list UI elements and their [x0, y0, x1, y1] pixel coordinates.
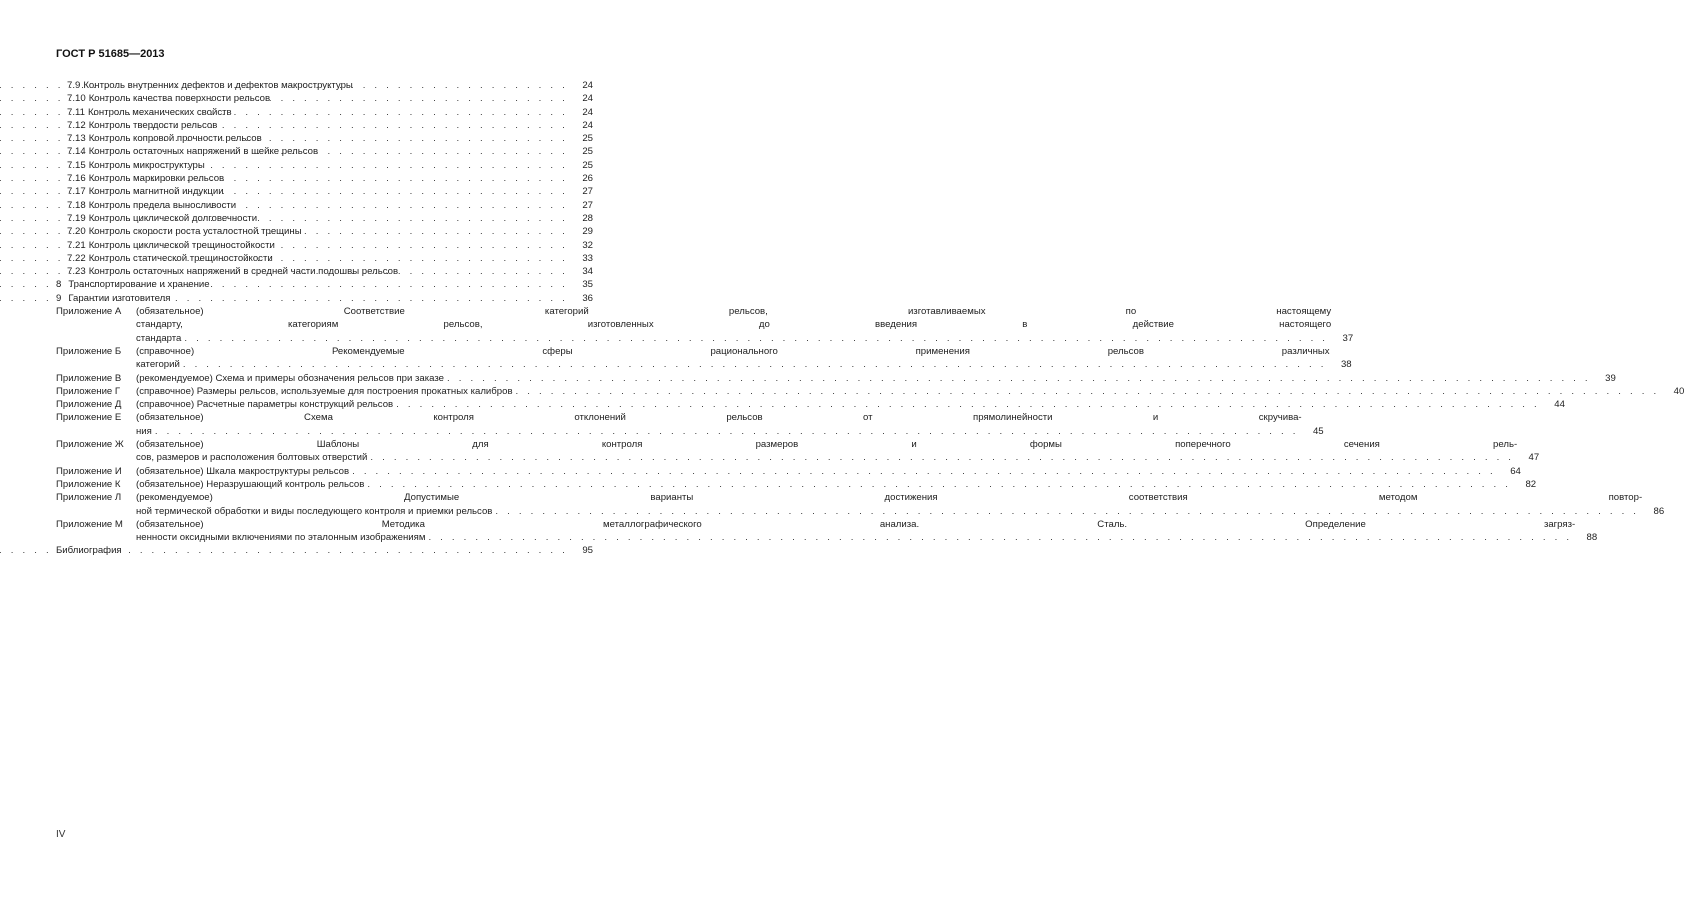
toc-leader-dots [321, 145, 568, 158]
toc-entry-page: 33 [582, 252, 593, 264]
toc-entry-number: 7.17 [67, 186, 86, 198]
toc-entry-number: 7.23 [67, 266, 86, 278]
appendix-line [136, 358, 1352, 371]
toc-entry-title: Контроль внутренних дефектов и дефектов макроструктуры [83, 80, 353, 91]
appendix-page: 39 [1605, 372, 1616, 384]
toc-leader-dots [260, 212, 568, 225]
toc-leader-dots [239, 199, 568, 212]
toc-entry-page: 28 [582, 212, 593, 224]
toc-entry[interactable] [56, 79, 593, 92]
toc-entry-title: Транспортирование и хранение [68, 279, 210, 291]
appendix-title-line: категорий [136, 359, 180, 371]
toc-entry-number: 7.19 [67, 212, 86, 224]
toc-leader-dots [370, 451, 1514, 464]
appendix-entry[interactable] [56, 305, 1354, 345]
appendix-line [136, 332, 1353, 345]
toc-entry-page: 25 [582, 133, 593, 145]
appendix-title-line: (обязательное) Неразрушающий контроль рельсов [136, 478, 365, 490]
appendix-entry[interactable] [56, 385, 1684, 398]
bibliography-page: 95 [582, 545, 593, 557]
toc-entry-page: 32 [582, 239, 593, 251]
appendix-label: Приложение Ж [56, 439, 124, 451]
appendix-label: Приложение Е [56, 412, 122, 424]
toc-entry[interactable] [56, 132, 593, 145]
toc-entry-title: Контроль циклической долговечности [88, 212, 258, 224]
toc-entry-number: 7.16 [67, 173, 86, 185]
appendix-entry[interactable] [56, 478, 1537, 491]
appendix-entry[interactable] [56, 491, 1665, 518]
toc-entry-page: 29 [582, 226, 593, 238]
appendix-text [136, 398, 1565, 411]
appendix-line [136, 531, 1597, 544]
toc-leader-dots [155, 425, 1299, 438]
toc-entry-page: 26 [582, 173, 593, 185]
page-number: IV [56, 829, 66, 840]
appendix-page: 40 [1673, 385, 1684, 397]
appendix-page: 47 [1528, 452, 1540, 464]
appendix-title-line: (рекомендуемое) Допустимые варианты достижения соответствия методом повтор- [136, 492, 1643, 504]
appendix-text [136, 438, 1539, 465]
toc-entry-page: 24 [582, 106, 593, 118]
appendix-line [136, 465, 1521, 478]
appendix-entry[interactable] [56, 411, 1324, 438]
toc-entry-page: 27 [582, 186, 593, 198]
appendix-page: 64 [1510, 465, 1521, 477]
toc-entry[interactable] [56, 225, 593, 238]
appendix-page: 82 [1525, 478, 1537, 490]
appendix-entry[interactable] [56, 398, 1565, 411]
appendix-label: Приложение В [56, 372, 122, 384]
appendix-title-line: (рекомендуемое) Схема и примеры обозначения рельсов при заказе [136, 372, 445, 384]
toc-entry-number: 7.9 [67, 80, 81, 91]
appendix-label: Приложение И [56, 465, 122, 477]
toc-entry-title: Контроль механических свойств [87, 106, 232, 118]
toc-entry-page: 24 [582, 119, 593, 131]
appendix-title-line: (справочное) Расчетные параметры конструкций рельсов [136, 399, 394, 411]
toc-leader-dots [265, 132, 568, 145]
appendix-line [136, 505, 1664, 518]
toc-entry-number: 7.11 [67, 106, 85, 118]
toc-entry-page: 25 [582, 159, 593, 171]
toc-entry[interactable] [56, 185, 593, 198]
toc-entry[interactable] [56, 212, 593, 225]
toc-leader-dots [428, 531, 1572, 544]
appendix-entry[interactable] [56, 518, 1598, 545]
appendix-text [136, 478, 1536, 491]
toc-entry-title: Контроль твердости рельсов [88, 119, 218, 131]
appendix-entry[interactable] [56, 438, 1540, 465]
toc-entry[interactable] [56, 292, 593, 305]
toc-entry-title: Контроль остаточных напряжений в шейке рельсов [88, 146, 319, 158]
toc-entry-number: 7.14 [67, 146, 86, 158]
toc-entry[interactable] [56, 278, 593, 291]
toc-entry-title: Контроль качества поверхности рельсов [88, 93, 271, 105]
toc-entry-title: Контроль предела выносливости [88, 199, 237, 211]
toc-entry-number: 7.22 [67, 252, 86, 264]
page-header-standard: ГОСТ Р 51685—2013 [56, 48, 165, 60]
toc-leader-dots [447, 372, 1591, 385]
toc-entry-number: 9 [56, 292, 62, 304]
appendix-title-line: (обязательное) Методика металлографического анализа. Сталь. Определение загряз- [136, 518, 1576, 530]
appendix-entry[interactable] [56, 372, 1616, 385]
table-of-contents [56, 79, 1684, 558]
toc-leader-dots [495, 505, 1639, 518]
toc-entry[interactable] [56, 172, 593, 185]
toc-entry[interactable] [56, 106, 593, 119]
appendix-title-line: (обязательное) Схема контроля отклонений рельсов от прямолинейности и скручива- [136, 412, 1302, 424]
toc-entry-page: 27 [582, 199, 593, 211]
toc-leader-dots [367, 478, 1511, 491]
appendix-title-line: (обязательное) Шаблоны для контроля размеров и формы поперечного сечения рель- [136, 439, 1518, 451]
toc-leader-dots [273, 92, 568, 105]
appendix-label: Приложение М [56, 518, 123, 530]
appendix-label: Приложение Г [56, 385, 121, 397]
toc-entry-title: Контроль копровой прочности рельсов [88, 133, 262, 145]
toc-entry-page: 35 [582, 279, 593, 291]
toc-entry[interactable] [56, 239, 593, 252]
appendix-title-line: сов, размеров и расположения болтовых отверстий [136, 452, 368, 464]
appendix-label: Приложение Д [56, 399, 122, 411]
appendix-page: 37 [1342, 332, 1354, 344]
appendix-line [136, 518, 1597, 531]
appendix-label: Приложение Б [56, 345, 122, 357]
appendix-text [136, 345, 1352, 372]
toc-leader-dots [227, 172, 568, 185]
toc-leader-dots [173, 292, 568, 305]
toc-leader-dots [184, 332, 1328, 345]
toc-entry-title: Контроль циклической трещиностойкости [88, 239, 275, 251]
appendix-page: 44 [1554, 399, 1565, 411]
appendix-line [136, 318, 1353, 331]
appendix-line [136, 478, 1536, 491]
toc-entry[interactable] [56, 159, 593, 172]
toc-leader-dots [208, 159, 568, 172]
toc-leader-dots [305, 225, 568, 238]
toc-leader-dots [235, 106, 568, 119]
toc-entry-number: 7.20 [67, 226, 86, 238]
toc-leader-dots [356, 79, 568, 92]
appendix-line [136, 411, 1324, 424]
appendix-entry[interactable] [56, 345, 1352, 372]
toc-leader-dots [220, 119, 568, 132]
toc-leader-dots [401, 265, 568, 278]
appendix-line [136, 305, 1353, 318]
appendix-title-line: стандарта [136, 332, 182, 344]
toc-entry-title: Контроль статической трещиностойкости [88, 252, 273, 264]
appendix-line [136, 398, 1565, 411]
toc-entry[interactable] [56, 252, 593, 265]
toc-entry[interactable] [56, 92, 593, 105]
toc-leader-dots [278, 239, 568, 252]
toc-entry-title: Контроль остаточных напряжений в средней части подошвы рельсов [88, 266, 399, 278]
appendix-text [136, 411, 1324, 438]
toc-entry-title: Гарантии изготовителя [68, 292, 171, 304]
appendix-entry[interactable] [56, 465, 1521, 478]
appendix-line [136, 385, 1684, 398]
toc-entry[interactable] [56, 199, 593, 212]
appendix-title-line: (справочное) Рекомендуемые сферы рационального применения рельсов различных [136, 345, 1330, 357]
toc-leader-dots [183, 358, 1327, 371]
toc-entry-number: 7.18 [67, 199, 86, 211]
appendix-title-line: стандарту, категориям рельсов, изготовленных до введения в действие настоящего [136, 319, 1332, 331]
appendix-page: 86 [1653, 505, 1665, 517]
appendix-line [136, 425, 1324, 438]
toc-leader-dots [227, 185, 568, 198]
appendix-text [136, 385, 1684, 398]
appendix-title-line: (обязательное) Шкала макроструктуры рельсов [136, 465, 350, 477]
appendix-line [136, 451, 1539, 464]
appendix-title-line: (обязательное) Соответствие категорий рельсов, изготавливаемых по настоящему [136, 306, 1332, 318]
appendix-text [136, 518, 1597, 545]
toc-entry-page: 36 [582, 292, 593, 304]
toc-entry-page: 25 [582, 146, 593, 158]
appendix-title-line: ния [136, 425, 152, 437]
toc-entry-number: 8 [56, 279, 62, 291]
toc-leader-dots [396, 398, 1540, 411]
toc-entry-title: Контроль маркировки рельсов [88, 173, 225, 185]
toc-entry-number: 7.15 [67, 159, 86, 171]
appendix-text [136, 372, 1616, 385]
toc-entry[interactable] [56, 265, 593, 278]
appendix-line [136, 438, 1539, 451]
appendix-line [136, 372, 1616, 385]
appendix-text [136, 305, 1353, 345]
toc-leader-dots [125, 544, 568, 557]
bibliography-entry[interactable] [56, 544, 593, 557]
toc-entry-title: Контроль магнитной индукции [88, 186, 224, 198]
appendix-line [136, 345, 1352, 358]
toc-entry-page: 24 [582, 80, 593, 91]
appendix-page: 88 [1586, 532, 1598, 544]
toc-leader-dots [352, 465, 1496, 478]
toc-entry[interactable] [56, 119, 593, 132]
toc-leader-dots [276, 252, 568, 265]
toc-entry-number: 7.13 [67, 133, 86, 145]
appendix-line [136, 491, 1664, 504]
toc-entry[interactable] [56, 145, 593, 158]
toc-entry-number: 7.10 [67, 93, 86, 105]
toc-leader-dots [213, 278, 568, 291]
appendix-text [136, 491, 1664, 518]
appendix-page: 45 [1312, 425, 1324, 437]
appendix-label: Приложение К [56, 478, 121, 490]
toc-entry-page: 34 [582, 266, 593, 278]
toc-entry-title: Контроль скорости роста усталостной трещины [88, 226, 302, 238]
appendix-label: Приложение Л [56, 492, 122, 504]
toc-entry-page: 24 [582, 93, 593, 105]
appendix-label: Приложение А [56, 306, 122, 318]
bibliography-title: Библиография [56, 545, 122, 557]
toc-leader-dots [516, 385, 1660, 398]
appendix-text [136, 465, 1521, 478]
appendix-title-line: ной термической обработки и виды последующего контроля и приемки рельсов [136, 505, 493, 517]
toc-entry-number: 7.12 [67, 119, 86, 131]
toc-entry-number: 7.21 [67, 239, 86, 251]
toc-entry-title: Контроль микроструктуры [88, 159, 205, 171]
appendix-title-line: (справочное) Размеры рельсов, используемые для построения прокатных калибров [136, 385, 513, 397]
appendix-title-line: ненности оксидными включениями по эталонным изображениям [136, 532, 426, 544]
appendix-page: 38 [1340, 359, 1352, 371]
